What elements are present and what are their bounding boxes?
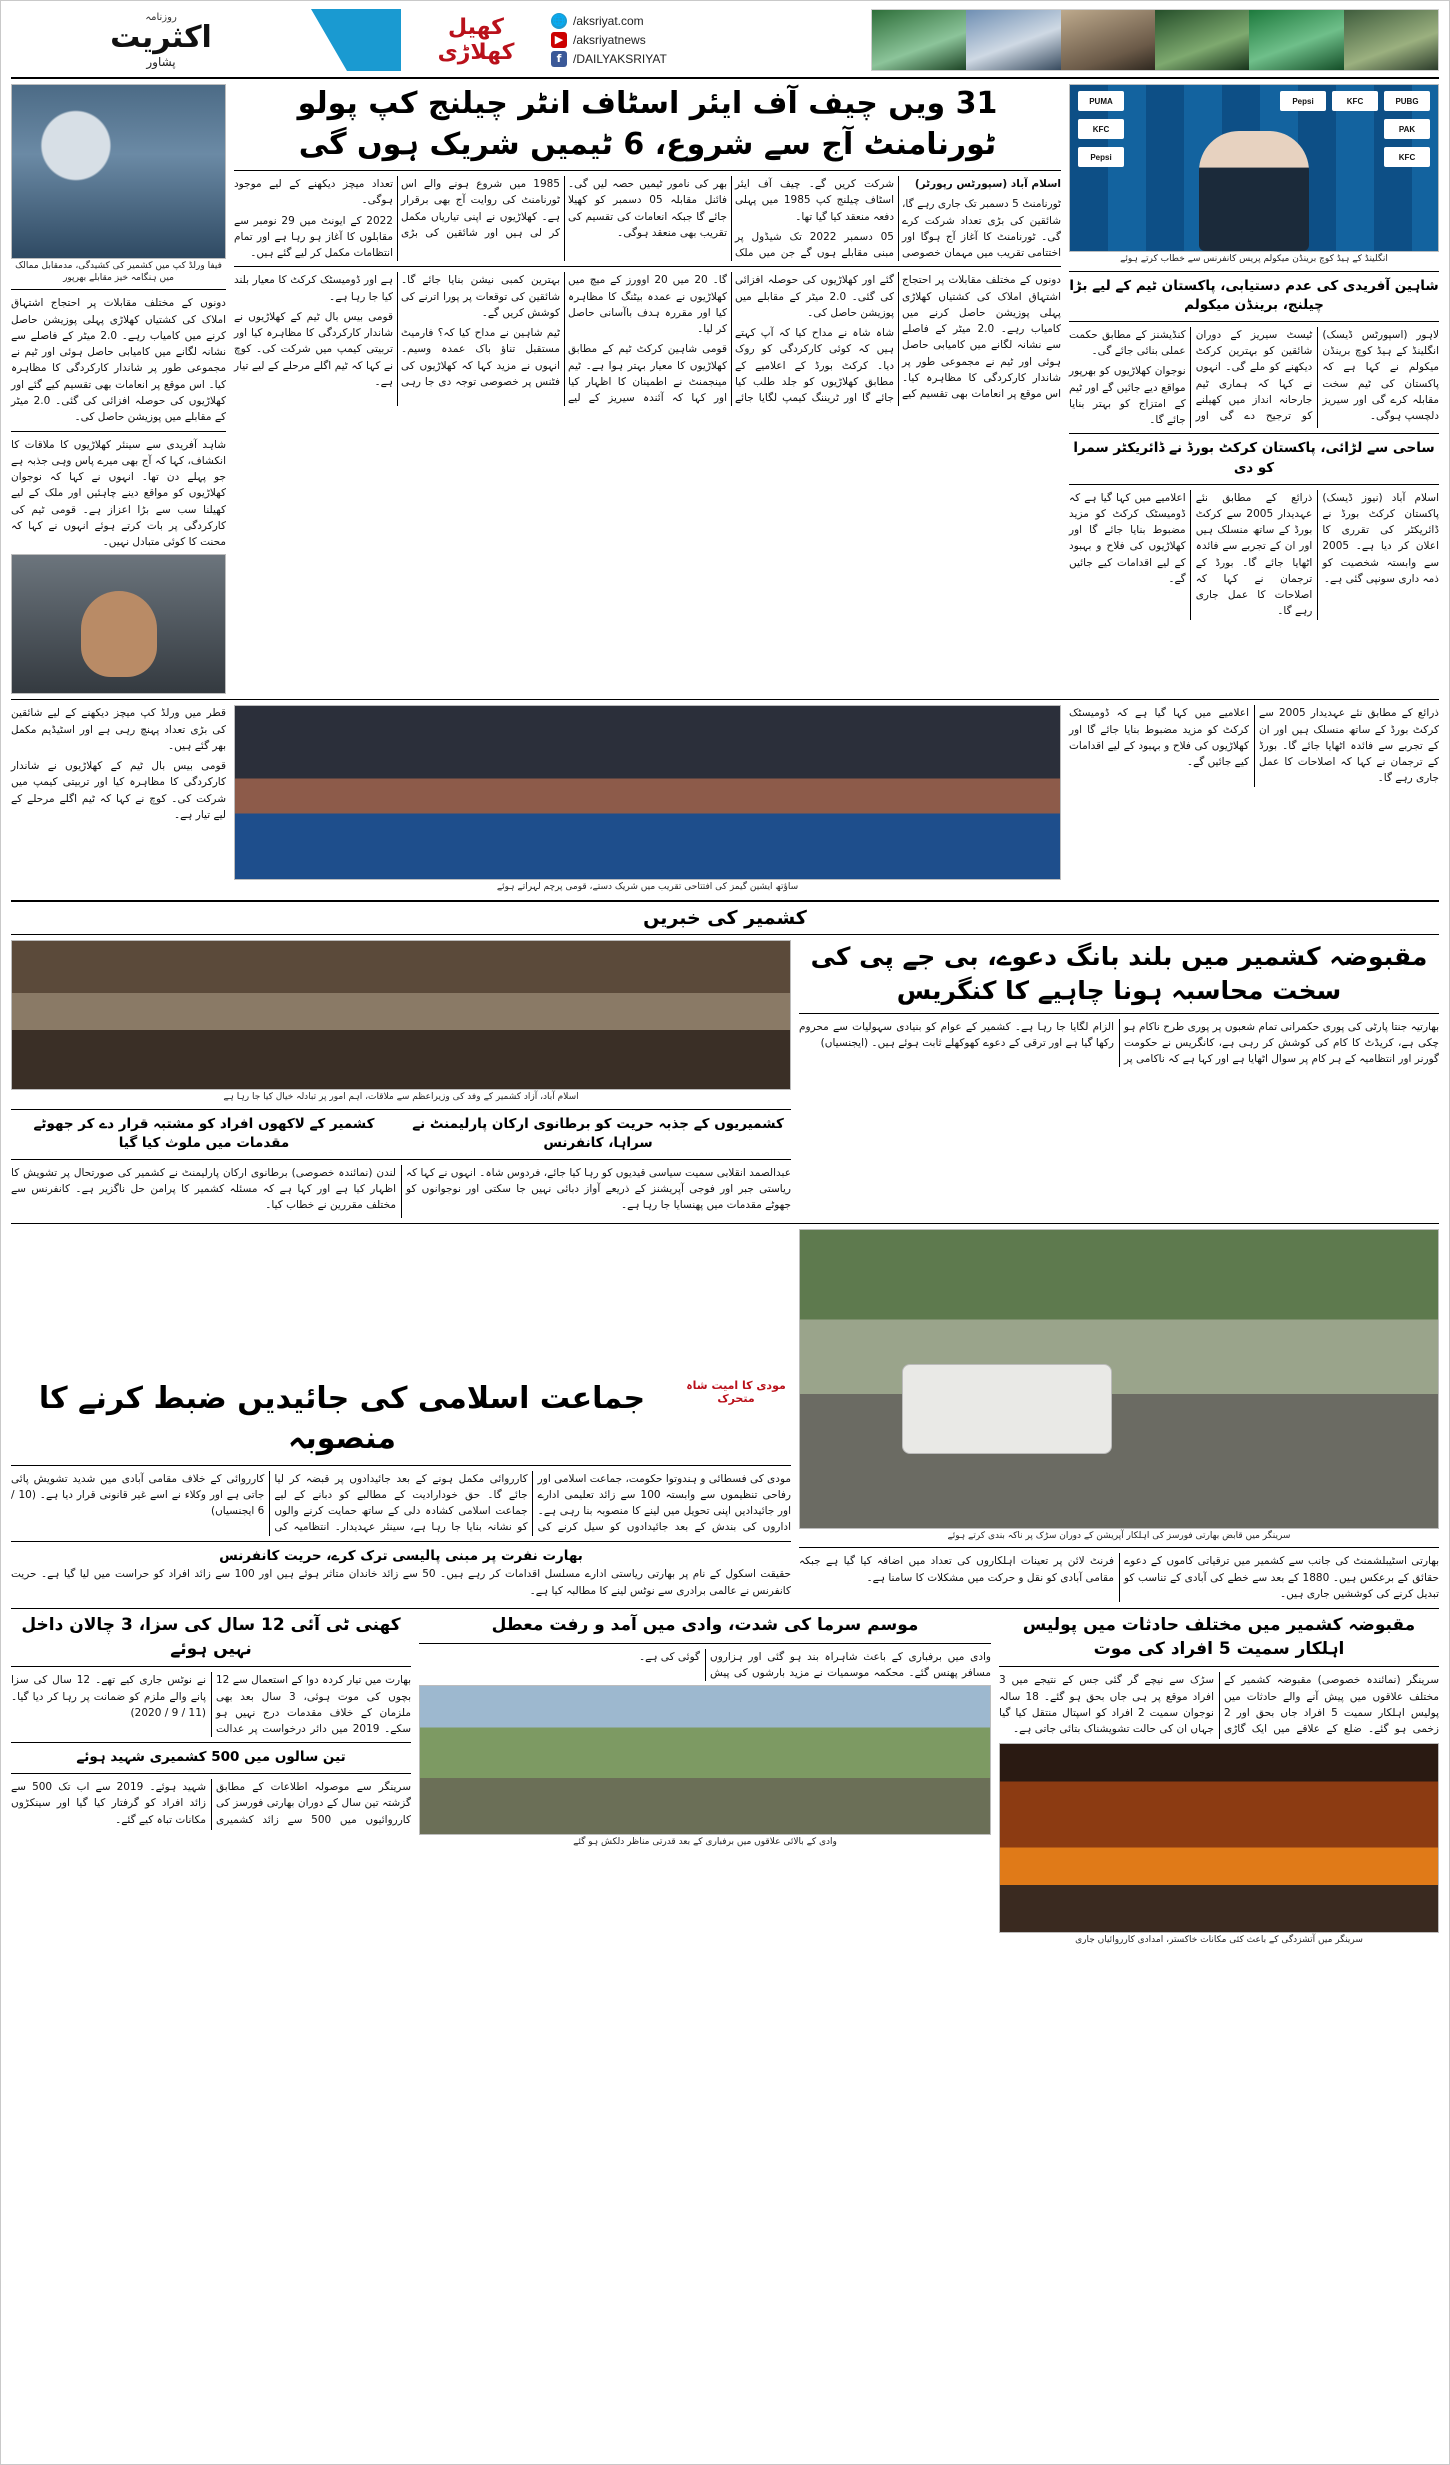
lead-sub-p5: قومی بیس بال ٹیم کے کھلاڑیوں نے شاندار کارکردگی کا مظاہرہ کیا اور تربیتی کیمپ میں شرکت کی۔ کوچ نے کہا کہ ٹیم اگلے مرحلے کے لیے تیار ہے۔	[234, 310, 393, 388]
facebook-icon: f	[551, 51, 567, 67]
left-col-text-1	[11, 295, 226, 425]
bottom-headline-1: کھنی ٹی آئی 12 سال کی سزا، 3 چالان داخل نہیں ہوئے	[21, 1614, 401, 1659]
second-band-center	[234, 705, 1061, 894]
kashmir-side-col1: بھارتی اسٹیبلشمنٹ کی جانب سے کشمیر میں ترقیاتی کاموں کے دعوے حقائق کے برعکس ہیں۔ 1880 کے بعد سے خطے کی آبادی کے تناسب کو تبدیل کرنے کی کوششیں جاری ہیں۔	[1124, 1555, 1439, 1600]
right-story-1-body	[1069, 327, 1439, 429]
social-youtube[interactable]	[551, 32, 865, 48]
kashmir-band-2	[11, 1229, 1439, 1603]
bottom-story-2-body	[999, 1672, 1439, 1739]
bottom-right	[999, 1614, 1439, 1947]
second-band-left-p1: قطر میں ورلڈ کپ میچز دیکھنے کے لیے شائقین کی بڑی تعداد پہنچ رہی ہے اور اسٹیڈیم مکمل بھر گئے ہیں۔	[11, 707, 226, 752]
bottom-story-3-body	[11, 1779, 411, 1830]
social-facebook[interactable]	[551, 51, 865, 67]
press-conference-photo: PUBG KFC Pepsi PUMA PAK KFC KFC Pepsi	[1069, 84, 1439, 252]
lead-p2: 05 دسمبر 2022 تک شیڈول پر مبنی مقابلے ہوں گے جن میں ملک بھر کی نامور ٹیمیں حصہ لیں گی۔ فائنل مقابلہ 05 دسمبر کو کھیلا جائے گا جبکہ انعامات کی تقسیم کی تقریب بھی منعقد ہوگی۔	[568, 178, 894, 260]
paper-subtitle: روزنامہ	[145, 12, 177, 23]
kashmir-side-cols	[799, 1553, 1439, 1602]
right-story-2-p1: اسلام آباد (نیوز ڈیسک) پاکستان کرکٹ بورڈ نے ڈائریکٹر کی تقرری کا اعلان کر دیا ہے۔ 2005 سے وابستہ شخصیت کو ذمہ داری سونپی گئی ہے۔	[1322, 491, 1439, 585]
lead-headline: 31 ویں چیف آف ایئر اسٹاف انٹر چیلنج کپ پولو ٹورنامنٹ آج سے شروع، 6 ٹیمیں شریک ہوں گی	[297, 86, 998, 162]
paper-title: اکثریت	[110, 20, 212, 55]
right-story-2-p3: اعلامیے میں کہا گیا ہے کہ ڈومیسٹک کرکٹ کو مزید مضبوط بنایا جائے گا اور کھلاڑیوں کی فلاح و بہبود کے لیے اقدامات کیے جائیں گے۔	[1069, 491, 1186, 585]
top-section	[11, 84, 1439, 694]
lead-sub-body	[234, 272, 1061, 406]
second-band-p1: ذرائع کے مطابق نئے عہدیدار 2005 سے کرکٹ بورڈ کے ساتھ منسلک ہیں اور ان کے تجربے سے فائدہ اٹھایا جائے گا۔ بورڈ کے ترجمان نے کہا کہ اصلاحات کا عمل جاری رہے گا۔	[1259, 707, 1439, 785]
bottom-story-4-p1: وادی میں برفباری کے باعث شاہراہ بند ہو گئی اور ہزاروں مسافر پھنس گئے۔ محکمہ موسمیات نے مزید بارشوں کی پیش گوئی کی ہے۔	[639, 1650, 991, 1679]
right-headline-2: ساحی سے لڑائی، پاکستان کرکٹ بورڈ نے ڈائریکٹر سمرا کو دی	[1073, 440, 1435, 476]
bottom-headline-3: تین سالوں میں 500 کشمیری شہید ہوئے	[76, 1749, 346, 1766]
kashmir-lead	[799, 940, 1439, 1218]
kashmir-section-title: کشمیر کی خبریں	[643, 907, 807, 930]
section-badge-line1: کھیل	[448, 15, 504, 40]
kashmir-street-photo	[799, 1229, 1439, 1529]
paper-logo	[11, 9, 311, 71]
kashmir-sub2-body: لندن (نمائندہ خصوصی) برطانوی ارکان پارلیمنٹ نے کشمیر کی صورتحال پر تشویش کا اظہار کیا ہے اور کہا ہے کہ مسئلہ کشمیر کا پرامن حل ناگزیر ہے۔ کانفرنس سے مختلف مقررین نے خطاب کیا۔	[11, 1166, 396, 1212]
modi-story	[11, 1229, 791, 1603]
fire-photo	[999, 1743, 1439, 1933]
bottom-story-1-p1: بھارت میں تیار کردہ دوا کے استعمال سے 12 بچوں کی موت ہوئی، 3 سال بعد بھی ملزمان کے خلاف مقدمات درج نہیں ہو سکے۔ 2019 میں دائر درخواست پر عدالت نے نوٹس جاری کیے تھے۔ 12 سال کی سزا پانے والے ملزم کو ضمانت پر رہا کر دیا گیا۔ (11 / 9 / 2020)	[11, 1674, 411, 1736]
lead-story	[234, 84, 1061, 694]
kashmir-street-photo-caption: سرینگر میں قابض بھارتی فورسز کی اہلکار آپریشن کے دوران سڑک پر ناکہ بندی کرتے ہوئے	[947, 1530, 1291, 1541]
modi-headline: جماعت اسلامی کی جائیدیں ضبط کرنے کا منصوبہ	[38, 1380, 646, 1457]
second-band	[11, 705, 1439, 894]
lead-p1: ٹورنامنٹ 5 دسمبر تک جاری رہے گا، شائقین کی بڑی تعداد شرکت کرے گی۔ ٹورنامنٹ کا آغاز آج ہوگا اور اختتامی تقریب میں مہمان خصوصی شرکت کریں گے۔ چیف آف ایئر اسٹاف چیلنج کپ 1985 میں پہلی دفعہ منعقد کیا گیا تھا۔	[735, 178, 1061, 260]
bottom-band	[11, 1614, 1439, 1947]
player-portrait-photo	[11, 554, 226, 694]
modi-body	[11, 1471, 791, 1536]
lead-sub-p2: شاہ شاہ نے مداح کیا کہ آپ کہتے ہیں کہ کوئی کارکردگی کو روک دیا۔ کرکٹ بورڈ کے اعلامیے کے مطابق کھلاڑیوں کو جلد طلب کیا جائے گا اور ٹریننگ کیمپ لگایا جائے گا۔ 20 میں 20 اوورز کے میچ میں کھلاڑیوں نے عمدہ بیٹنگ کا مظاہرہ کیا اور مقررہ ہدف باآسانی حاصل کر لیا۔	[568, 274, 894, 405]
kashmir-sub1-headline: کشمیر کے لاکھوں افراد کو مشتبہ قرار دے کر جھوٹے مقدمات میں ملوث کیا گیا	[33, 1115, 375, 1152]
social-website-label: /aksriyat.com	[573, 14, 644, 28]
right-story-1-p1: لاہور (اسپورٹس ڈیسک) انگلینڈ کے ہیڈ کوچ برینڈن میکولم نے کہا ہے کہ پاکستان کی ٹیم سخت مقابلہ کرے گی اور سیریز دلچسپ ہوگی۔	[1322, 328, 1439, 423]
meeting-photo	[11, 940, 791, 1090]
right-story-1-p2: ٹیسٹ سیریز کے دوران شائقین کو بہترین کرکٹ دیکھنے کو ملے گی۔ انہوں نے کہا کہ ہماری ٹیم جارحانہ انداز میں کھیلنے کو ترجیح دے گی اور کنڈیشنز کے مطابق حکمت عملی بنائی جائے گی۔	[1069, 328, 1313, 423]
kashmir-street-photo-wrap	[799, 1229, 1439, 1603]
globe-icon: 🌐	[552, 14, 566, 27]
modi-kicker: مودی کا امیت شاہ متحرک	[686, 1378, 786, 1405]
second-band-right	[1069, 705, 1439, 894]
right-story-1-p3: نوجوان کھلاڑیوں کو بھرپور مواقع دیے جائیں گے اور ٹیم کے امتزاج کو بہتر بنایا جائے گا۔	[1069, 365, 1186, 427]
bottom-left	[11, 1614, 411, 1947]
lead-p4: 2022 کے ایونٹ میں 29 نومبر سے مقابلوں کا آغاز ہو رہا ہے اور تمام انتظامات مکمل کر لیے گئے ہیں۔	[234, 214, 393, 260]
modi-side-body	[11, 1566, 791, 1599]
fire-photo-caption: سرینگر میں آتشزدگی کے باعث کئی مکانات خاکستر، امدادی کارروائیاں جاری	[1075, 1935, 1363, 1946]
masthead-curve-decoration	[311, 9, 401, 71]
left-col-text-2	[11, 437, 226, 551]
lead-p3: 1985 میں شروع ہونے والے اس ٹورنامنٹ کی روایت آج بھی برقرار ہے۔ کھلاڑیوں نے اپنی تیاریاں مکمل کر لی ہیں اور شائقین کی بڑی تعداد میچز دیکھنے کے لیے موجود ہوگی۔	[234, 178, 560, 239]
kashmir-lead-p1: بھارتیہ جنتا پارٹی کی پوری حکمرانی تمام شعبوں پر پوری طرح ناکام ہو چکی ہے، کریڈٹ کا کام کی کوشش کر رہی ہے، کانگریس نے حکومت گورنر اور انتظامیہ کے ہر کام پر سوال اٹھایا ہے اور کہا ہے کہ ناکامی پر الزام لگایا جا رہا ہے۔ کشمیر کے عوام کو بنیادی سہولیات سے محروم رکھا گیا ہے اور ترقی کے دعوے کھوکھلے ثابت ہوئے ہیں۔ (ایجنسیاں)	[799, 1020, 1439, 1066]
modi-side-body-p1: حقیقت اسکول کے نام پر بھارتی ریاستی ادارے مسلسل اقدامات کر رہے ہیں۔ 50 سے زائد خاندان متاثر ہوئے ہیں اور 100 سے زائد افراد کو حراست میں لیا گیا ہے۔ حریت کانفرنس نے عالمی برادری سے نوٹس لینے کا مطالبہ کیا ہے۔	[11, 1568, 791, 1597]
meeting-photo-caption: اسلام آباد، آزاد کشمیر کے وفد کی وزیراعظم سے ملاقات، اہم امور پر تبادلہ خیال کیا جا رہا ہے	[223, 1092, 579, 1103]
section-badge	[401, 9, 551, 71]
bottom-headline-4: موسم سرما کی شدت، وادی میں آمد و رفت معطل	[491, 1614, 919, 1635]
masthead	[11, 9, 1439, 71]
kashmir-band-1	[11, 940, 1439, 1218]
right-story-2-body	[1069, 490, 1439, 620]
ceremony-photo	[234, 705, 1061, 880]
lead-dateline: اسلام آباد (سپورٹس رپورٹر)	[914, 178, 1061, 190]
hills-photo-caption: وادی کے بالائی علاقوں میں برفباری کے بعد قدرتی مناظر دلکش ہو گئے	[573, 1837, 837, 1848]
masthead-social-links	[551, 9, 871, 71]
masthead-photo-strip	[871, 9, 1439, 71]
kashmir-meeting-photo-wrap	[11, 940, 791, 1218]
lead-body	[234, 176, 1061, 261]
sports-right-column	[1069, 84, 1439, 694]
ceremony-photo-caption: ساؤتھ ایشین گیمز کی افتتاحی تقریب میں شریک دستے، قومی پرچم لہراتے ہوئے	[496, 882, 799, 893]
section-badge-line2: کھلاڑی	[437, 40, 515, 65]
sports-left-column	[11, 84, 226, 694]
social-youtube-label: /aksriyatnews	[573, 33, 646, 47]
lead-sub-p4: ٹیم شاہین نے مداح کیا کہ؟ فارمیٹ مستقبل تناؤ باک عمدہ وسیم۔ انہوں نے مزید کہا کہ کھلاڑیوں کی فٹنس پر خصوصی توجہ دی جا رہی ہے اور ڈومیسٹک کرکٹ کا معیار بلند کیا جا رہا ہے۔	[234, 274, 560, 388]
left-col-p1: دونوں کے مختلف مقابلات پر احتجاج اشتہاق املاک کی کشتیاں کھلاڑی پہلی پوزیشن حاصل کرنے میں کامیاب رہے۔ 2.0 میٹر کے فاصلے سے نشانہ لگانے میں کامیابی حاصل ہوئی اور ٹیم نے مجموعی طور پر شاندار کارکردگی کا مظاہرہ کیا۔ اس موقع پر انعامات بھی تقسیم کیے گئے اور کھلاڑیوں کی حوصلہ افزائی کی گئی۔ 2.0 میٹر کے مقابلے میں پوزیشن حاصل کی۔	[11, 297, 226, 424]
kashmir-sub-body	[11, 1165, 791, 1218]
football-match-photo	[11, 84, 226, 259]
modi-body-p1: مودی کی فسطائی و ہندوتوا حکومت، جماعت اسلامی اور رفاحی تنظیموں سے وابستہ 100 سے زائد تعلیمی ادارے اور جائیدادیں اپنی تحویل میں لینے کا منصوبہ بنا رہی ہے۔ اداروں کی بندش کے بعد جائیدادوں کو سیل کرنے کی کارروائی مکمل ہونے کے بعد جائیدادوں پر قبضہ کر لیا جائے گا۔ حق خودارادیت کے مطالبے کو دبانے کے لیے جماعت اسلامی کشادہ دلی کے ساتھ حمایت کرنے والوں کو نشانہ بنایا جا رہا ہے، سینئر عہدیدار۔ انتظامیہ کی کارروائی کے خلاف مقامی آبادی میں شدید تشویش پائی جاتی ہے اور وکلاء نے اسے غیر قانونی قرار دیا ہے۔ (10 / 6 ایجنسیاں)	[11, 1472, 791, 1534]
press-conference-caption: انگلینڈ کے ہیڈ کوچ برینڈن میکولم پریس کانفرنس سے خطاب کرتے ہوئے	[1120, 254, 1388, 264]
kashmir-side-col2: فرنٹ لائن پر تعینات اہلکاروں کی تعداد میں اضافہ کیا گیا ہے جبکہ مقامی آبادی کو نقل و حرکت میں مشکلات کا سامنا ہے۔	[799, 1555, 1114, 1584]
bottom-story-3-p1: سرینگر سے موصولہ اطلاعات کے مطابق گزشتہ تین سال کے دوران بھارتی فورسز کی کارروائیوں میں 500 سے زائد کشمیری شہید ہوئے۔ 2019 سے اب تک 500 سے زائد افراد کو گرفتار کیا گیا اور سینکڑوں مکانات تباہ کیے گئے۔	[11, 1781, 411, 1826]
social-facebook-label: /DAILYAKSRIYAT	[573, 52, 667, 66]
youtube-icon: ▶	[551, 32, 567, 48]
right-story-2-p2: ذرائع کے مطابق نئے عہدیدار 2005 سے کرکٹ بورڈ کے ساتھ منسلک ہیں اور ان کے تجربے سے فائدہ اٹھایا جائے گا۔ بورڈ کے ترجمان نے کہا کہ اصلاحات کا عمل جاری رہے گا۔	[1195, 491, 1313, 618]
second-band-left	[11, 705, 226, 894]
kashmir-lead-body	[799, 1019, 1439, 1068]
lead-sub-p3: قومی شاہین کرکٹ ٹیم کے مطابق کھلاڑیوں کا معیار بہتر ہوا ہے۔ ٹیم مینجمنٹ نے اطمینان کا اظہار کیا اور کہا کہ آئندہ سیریز کے لیے بہترین کمبی نیشن بنایا جائے گا۔ شائقین کی توقعات پر پورا اترنے کی کوشش کریں گے۔	[401, 274, 727, 405]
hills-photo	[419, 1685, 991, 1835]
bottom-story-1-body	[11, 1672, 411, 1737]
kashmir-sub1-body: عبدالصمد انقلابی سمیت سیاسی قیدیوں کو رہا کیا جائے، فردوس شاہ۔ انہوں نے کہا کہ ریاستی جبر اور فوجی آپریشنز کے ذریعے آواز دبائی نہیں جا سکتی اور نوجوانوں کو جھوٹے مقدمات میں پھنسایا جا رہا ہے۔	[406, 1166, 791, 1212]
second-band-left-text	[11, 705, 226, 823]
second-band-left-p2: قومی بیس بال ٹیم کے کھلاڑیوں نے شاندار کارکردگی کا مظاہرہ کیا اور تربیتی کیمپ میں شرکت کی۔ کوچ نے کہا کہ ٹیم اگلے مرحلے کے لیے تیار ہے۔	[11, 760, 226, 821]
kashmir-main-headline: مقبوضہ کشمیر میں بلند بانگ دعوے، بی جے پی کی سخت محاسبہ ہونا چاہیے کا کنگریس	[810, 942, 1428, 1005]
social-website[interactable]	[551, 13, 865, 29]
modi-side-headline: بھارت نفرت پر مبنی پالیسی ترک کرے، حریت کانفرنس	[219, 1547, 583, 1564]
second-band-p2: اعلامیے میں کہا گیا ہے کہ ڈومیسٹک کرکٹ کو مزید مضبوط بنایا جائے گا اور کھلاڑیوں کی فلاح و بہبود کے لیے اقدامات کیے جائیں گے۔	[1069, 707, 1249, 769]
lead-sub-p1: دونوں کے مختلف مقابلات پر احتجاج اشتہاق املاک کی کشتیاں کھلاڑی پہلی پوزیشن حاصل کرنے میں کامیاب رہے۔ 2.0 میٹر کے فاصلے سے نشانہ لگانے میں کامیابی حاصل ہوئی اور ٹیم نے مجموعی طور پر شاندار کارکردگی کا مظاہرہ کیا۔ اس موقع پر انعامات بھی تقسیم کیے گئے اور کھلاڑیوں کی حوصلہ افزائی کی گئی۔ 2.0 میٹر کے مقابلے میں پوزیشن حاصل کی۔	[735, 274, 1061, 401]
bottom-headline-2: مقبوضہ کشمیر میں مختلف حادثات میں پولیس اہلکار سمیت 5 افراد کی موت	[1022, 1614, 1416, 1659]
bottom-story-4-body	[419, 1649, 991, 1682]
second-band-right-text	[1069, 705, 1439, 786]
kashmir-sub2-headline: کشمیریوں کے جذبہ حریت کو برطانوی ارکان پارلیمنٹ نے سراہا، کانفرنس	[412, 1115, 784, 1152]
left-col-p2: شاہد آفریدی سے سینئر کھلاڑیوں کا ملاقات کا انکشاف، کہا کہ آج بھی میرے پاس وہی جذبہ ہے جو پہلے دن تھا۔ انہوں نے کہا کہ نوجوان کھلاڑیوں کو مواقع دینے چاہئیں اور ملک کے لیے کھیلنا سب سے بڑا اعزاز ہے۔ قومی ٹیم کی کارکردگی پر بات کرتے ہوئے انہوں نے کہا کہ محنت کا کوئی متبادل نہیں۔	[11, 438, 226, 549]
bottom-story-2-p1: سرینگر (نمائندہ خصوصی) مقبوضہ کشمیر کے مختلف علاقوں میں پیش آنے والے حادثات میں پولیس اہلکار سمیت 5 افراد جاں بحق اور 2 زخمی ہو گئے۔ ضلع کے علاقے میں ایک گاڑی سڑک سے نیچے گر گئی جس کے نتیجے میں 3 افراد موقع پر ہی جاں بحق ہو گئے۔ 18 سالہ نوجوان سمیت 2 افراد کو اسپتال منتقل کیا گیا جہاں ان کی حالت تشویشناک بتائی جاتی ہے۔	[999, 1674, 1439, 1736]
bottom-middle	[419, 1614, 991, 1947]
paper-city: پشاور	[146, 55, 176, 69]
right-headline-1: شاہین آفریدی کی عدم دستیابی، پاکستان ٹیم کے لیے بڑا چیلنج، برینڈن میکولم	[1069, 277, 1439, 314]
football-photo-caption: فیفا ورلڈ کپ میں کشمیر کی کشیدگی، مدمقابل ممالک میں ہنگامہ خیز مقابلے بھرپور	[15, 261, 222, 283]
